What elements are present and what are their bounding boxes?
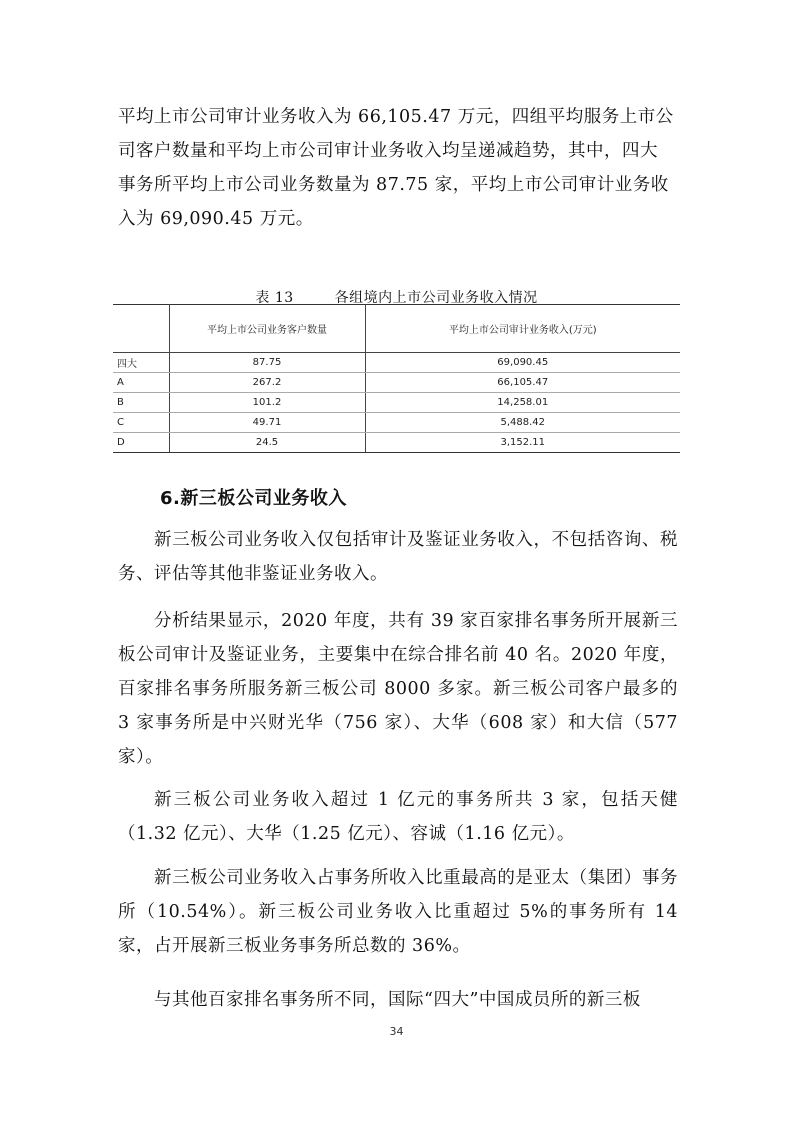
- row-group-label: B: [113, 393, 169, 413]
- intro-paragraph: [118, 100, 678, 236]
- revenue-cell: 66,105.47: [365, 373, 680, 393]
- body-paragraph: 新三板公司业务收入占事务所收入比重最高的是亚太（集团）事务所（10.54%）。新三板公司业务收入比重超过 5%的事务所有 14 家，占开展新三板业务事务所总数的 36%。: [118, 868, 678, 956]
- row-group-label: 四大: [113, 353, 169, 373]
- section-heading: 6.新三板公司业务收入: [160, 488, 347, 509]
- row-group-label: C: [113, 413, 169, 433]
- body-paragraph: 新三板公司业务收入仅包括审计及鉴证业务收入，不包括咨询、税务、评估等其他非鉴证业务收入。: [118, 530, 678, 584]
- intro-line: 平均上市公司审计业务收入为 66,105.47 万元，四组平均服务上市公: [118, 107, 674, 127]
- table-header-cell: 平均上市公司审计业务收入(万元): [365, 305, 680, 353]
- client-count-cell: 87.75: [169, 353, 365, 373]
- table-header-cell: 平均上市公司业务客户数量: [169, 305, 365, 353]
- revenue-cell: 69,090.45: [365, 353, 680, 373]
- revenue-cell: 14,258.01: [365, 393, 680, 413]
- intro-line: 事务所平均上市公司业务数量为 87.75 家，平均上市公司审计业务收: [118, 175, 669, 195]
- table-row: [113, 413, 680, 433]
- business-income-table: [113, 304, 680, 453]
- table-row: [113, 353, 680, 373]
- body-paragraph: 与其他百家排名事务所不同，国际“四大”中国成员所的新三板: [154, 990, 641, 1010]
- table-header-cell: [113, 305, 169, 353]
- table-caption-number: 表 13: [255, 290, 294, 306]
- client-count-cell: 101.2: [169, 393, 365, 413]
- client-count-cell: 267.2: [169, 373, 365, 393]
- intro-line: 司客户数量和平均上市公司审计业务收入均呈递减趋势，其中，四大: [118, 141, 658, 161]
- row-group-label: D: [113, 433, 169, 453]
- body-paragraph: 分析结果显示，2020 年度，共有 39 家百家排名事务所开展新三板公司审计及鉴证业务，主要集中在综合排名前 40 名。2020 年度，百家排名事务所服务新三板公司 8000 多家。新三板公司客户最多的 3 家事务所是中兴财光华（756 家）、大华（608 家）和大信（577 家）。: [118, 611, 678, 767]
- row-group-label: A: [113, 373, 169, 393]
- revenue-cell: 5,488.42: [365, 413, 680, 433]
- body-paragraph: 新三板公司业务收入超过 1 亿元的事务所共 3 家，包括天健（1.32 亿元）、大华（1.25 亿元）、容诚（1.16 亿元）。: [118, 790, 678, 844]
- page-number: 34: [389, 1025, 404, 1038]
- table-caption-title: 各组境内上市公司业务收入情况: [334, 290, 538, 306]
- revenue-cell: 3,152.11: [365, 433, 680, 453]
- intro-line: 入为 69,090.45 万元。: [118, 209, 314, 229]
- client-count-cell: 24.5: [169, 433, 365, 453]
- table-row: [113, 373, 680, 393]
- client-count-cell: 49.71: [169, 413, 365, 433]
- table-row: [113, 433, 680, 453]
- table-row: [113, 393, 680, 413]
- table-header-row: [113, 305, 680, 353]
